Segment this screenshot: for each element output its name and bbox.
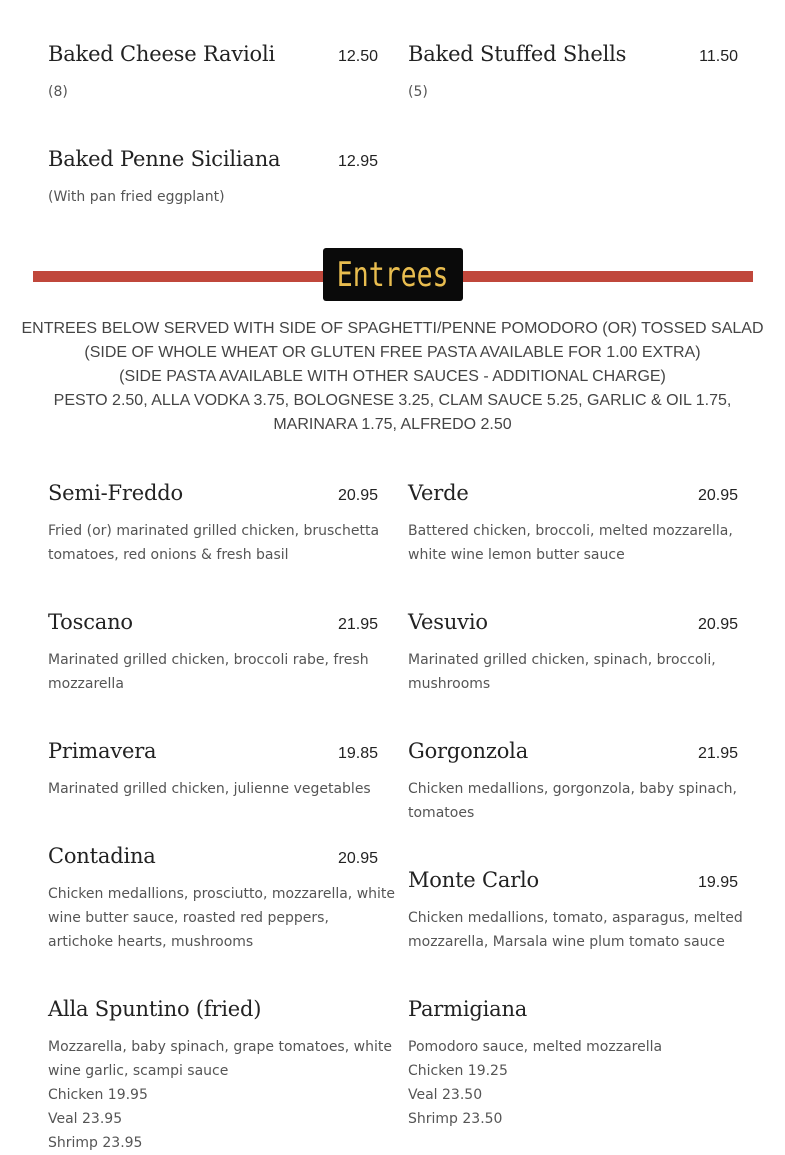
note-line: (SIDE PASTA AVAILABLE WITH OTHER SAUCES - ADDITIONAL CHARGE) [119,368,666,385]
menu-item-primavera [48,739,378,801]
item-name: Toscano [48,610,133,634]
menu-item-semi-freddo [48,481,378,567]
item-price: 20.95 [697,487,738,504]
menu-item-monte-carlo [408,868,743,954]
note-line: MARINARA 1.75, ALFREDO 2.50 [273,416,512,433]
item-price: 20.95 [337,850,378,867]
menu-item-contadina [48,844,396,954]
item-name: Semi-Freddo [48,481,183,505]
item-price: 20.95 [337,487,378,504]
item-name: Verde [408,481,469,505]
item-description: Chicken medallions, gorgonzola, baby spinach, tomatoes [408,781,737,821]
item-description: Fried (or) marinated grilled chicken, bruschetta tomatoes, red onions & fresh basil [48,523,380,563]
note-line: (SIDE OF WHOLE WHEAT OR GLUTEN FREE PASTA AVAILABLE FOR 1.00 EXTRA) [84,344,701,361]
item-description: (5) [408,84,428,100]
item-description: Marinated grilled chicken, broccoli rabe, fresh mozzarella [48,652,369,692]
menu-item-alla-spuntino [48,997,392,1155]
menu-item-verde [408,481,738,567]
menu-item-baked-stuffed-shells [408,42,738,104]
menu-item-parmigiana [408,997,738,1131]
note-line: ENTREES BELOW SERVED WITH SIDE OF SPAGHETTI/PENNE POMODORO (OR) TOSSED SALAD [21,320,764,337]
item-price: 21.95 [697,745,738,762]
item-price: 21.95 [337,616,378,633]
item-description: Marinated grilled chicken, julienne vegetables [48,781,371,797]
item-name: Vesuvio [408,610,488,634]
item-description: Chicken medallions, tomato, asparagus, melted mozzarella, Marsala wine plum tomato sauce [408,910,743,950]
menu-item-toscano [48,610,378,696]
item-description: (With pan fried eggplant) [48,189,225,205]
item-price: 11.50 [699,48,738,65]
item-name: Alla Spuntino (fried) [48,997,262,1021]
note-line: PESTO 2.50, ALLA VODKA 3.75, BOLOGNESE 3.25, CLAM SAUCE 5.25, GARLIC & OIL 1.75, [53,392,732,409]
menu-item-baked-penne-siciliana [48,147,378,209]
item-description: Marinated grilled chicken, spinach, broccoli, mushrooms [408,652,716,692]
item-price: 19.95 [697,874,738,891]
item-price: 12.95 [337,153,378,170]
section-title: Entrees [323,248,463,301]
item-name: Baked Stuffed Shells [408,42,627,66]
item-name: Contadina [48,844,156,868]
item-description: Chicken medallions, prosciutto, mozzarella, white wine butter sauce, roasted red peppers, artichoke hearts, mushrooms [48,886,396,950]
item-description: Mozzarella, baby spinach, grape tomatoes, white wine garlic, scampi sauce Chicken 19.95 Veal 23.95 Shrimp 23.95 [48,1039,392,1151]
item-price: 12.50 [337,48,378,65]
item-price: 20.95 [697,616,738,633]
item-name: Baked Cheese Ravioli [48,42,276,66]
item-description: Battered chicken, broccoli, melted mozzarella, white wine lemon butter sauce [408,523,733,563]
menu-item-baked-cheese-ravioli [48,42,378,104]
section-notes [0,317,785,437]
item-name: Parmigiana [408,997,528,1021]
item-name: Gorgonzola [408,739,529,763]
item-name: Monte Carlo [408,868,539,892]
menu-item-vesuvio [408,610,738,696]
item-description: Pomodoro sauce, melted mozzarella Chicken 19.25 Veal 23.50 Shrimp 23.50 [408,1039,663,1127]
item-price: 19.85 [337,745,378,762]
item-description: (8) [48,84,68,100]
item-name: Baked Penne Siciliana [48,147,281,171]
item-name: Primavera [48,739,157,763]
menu-item-gorgonzola [408,739,738,825]
